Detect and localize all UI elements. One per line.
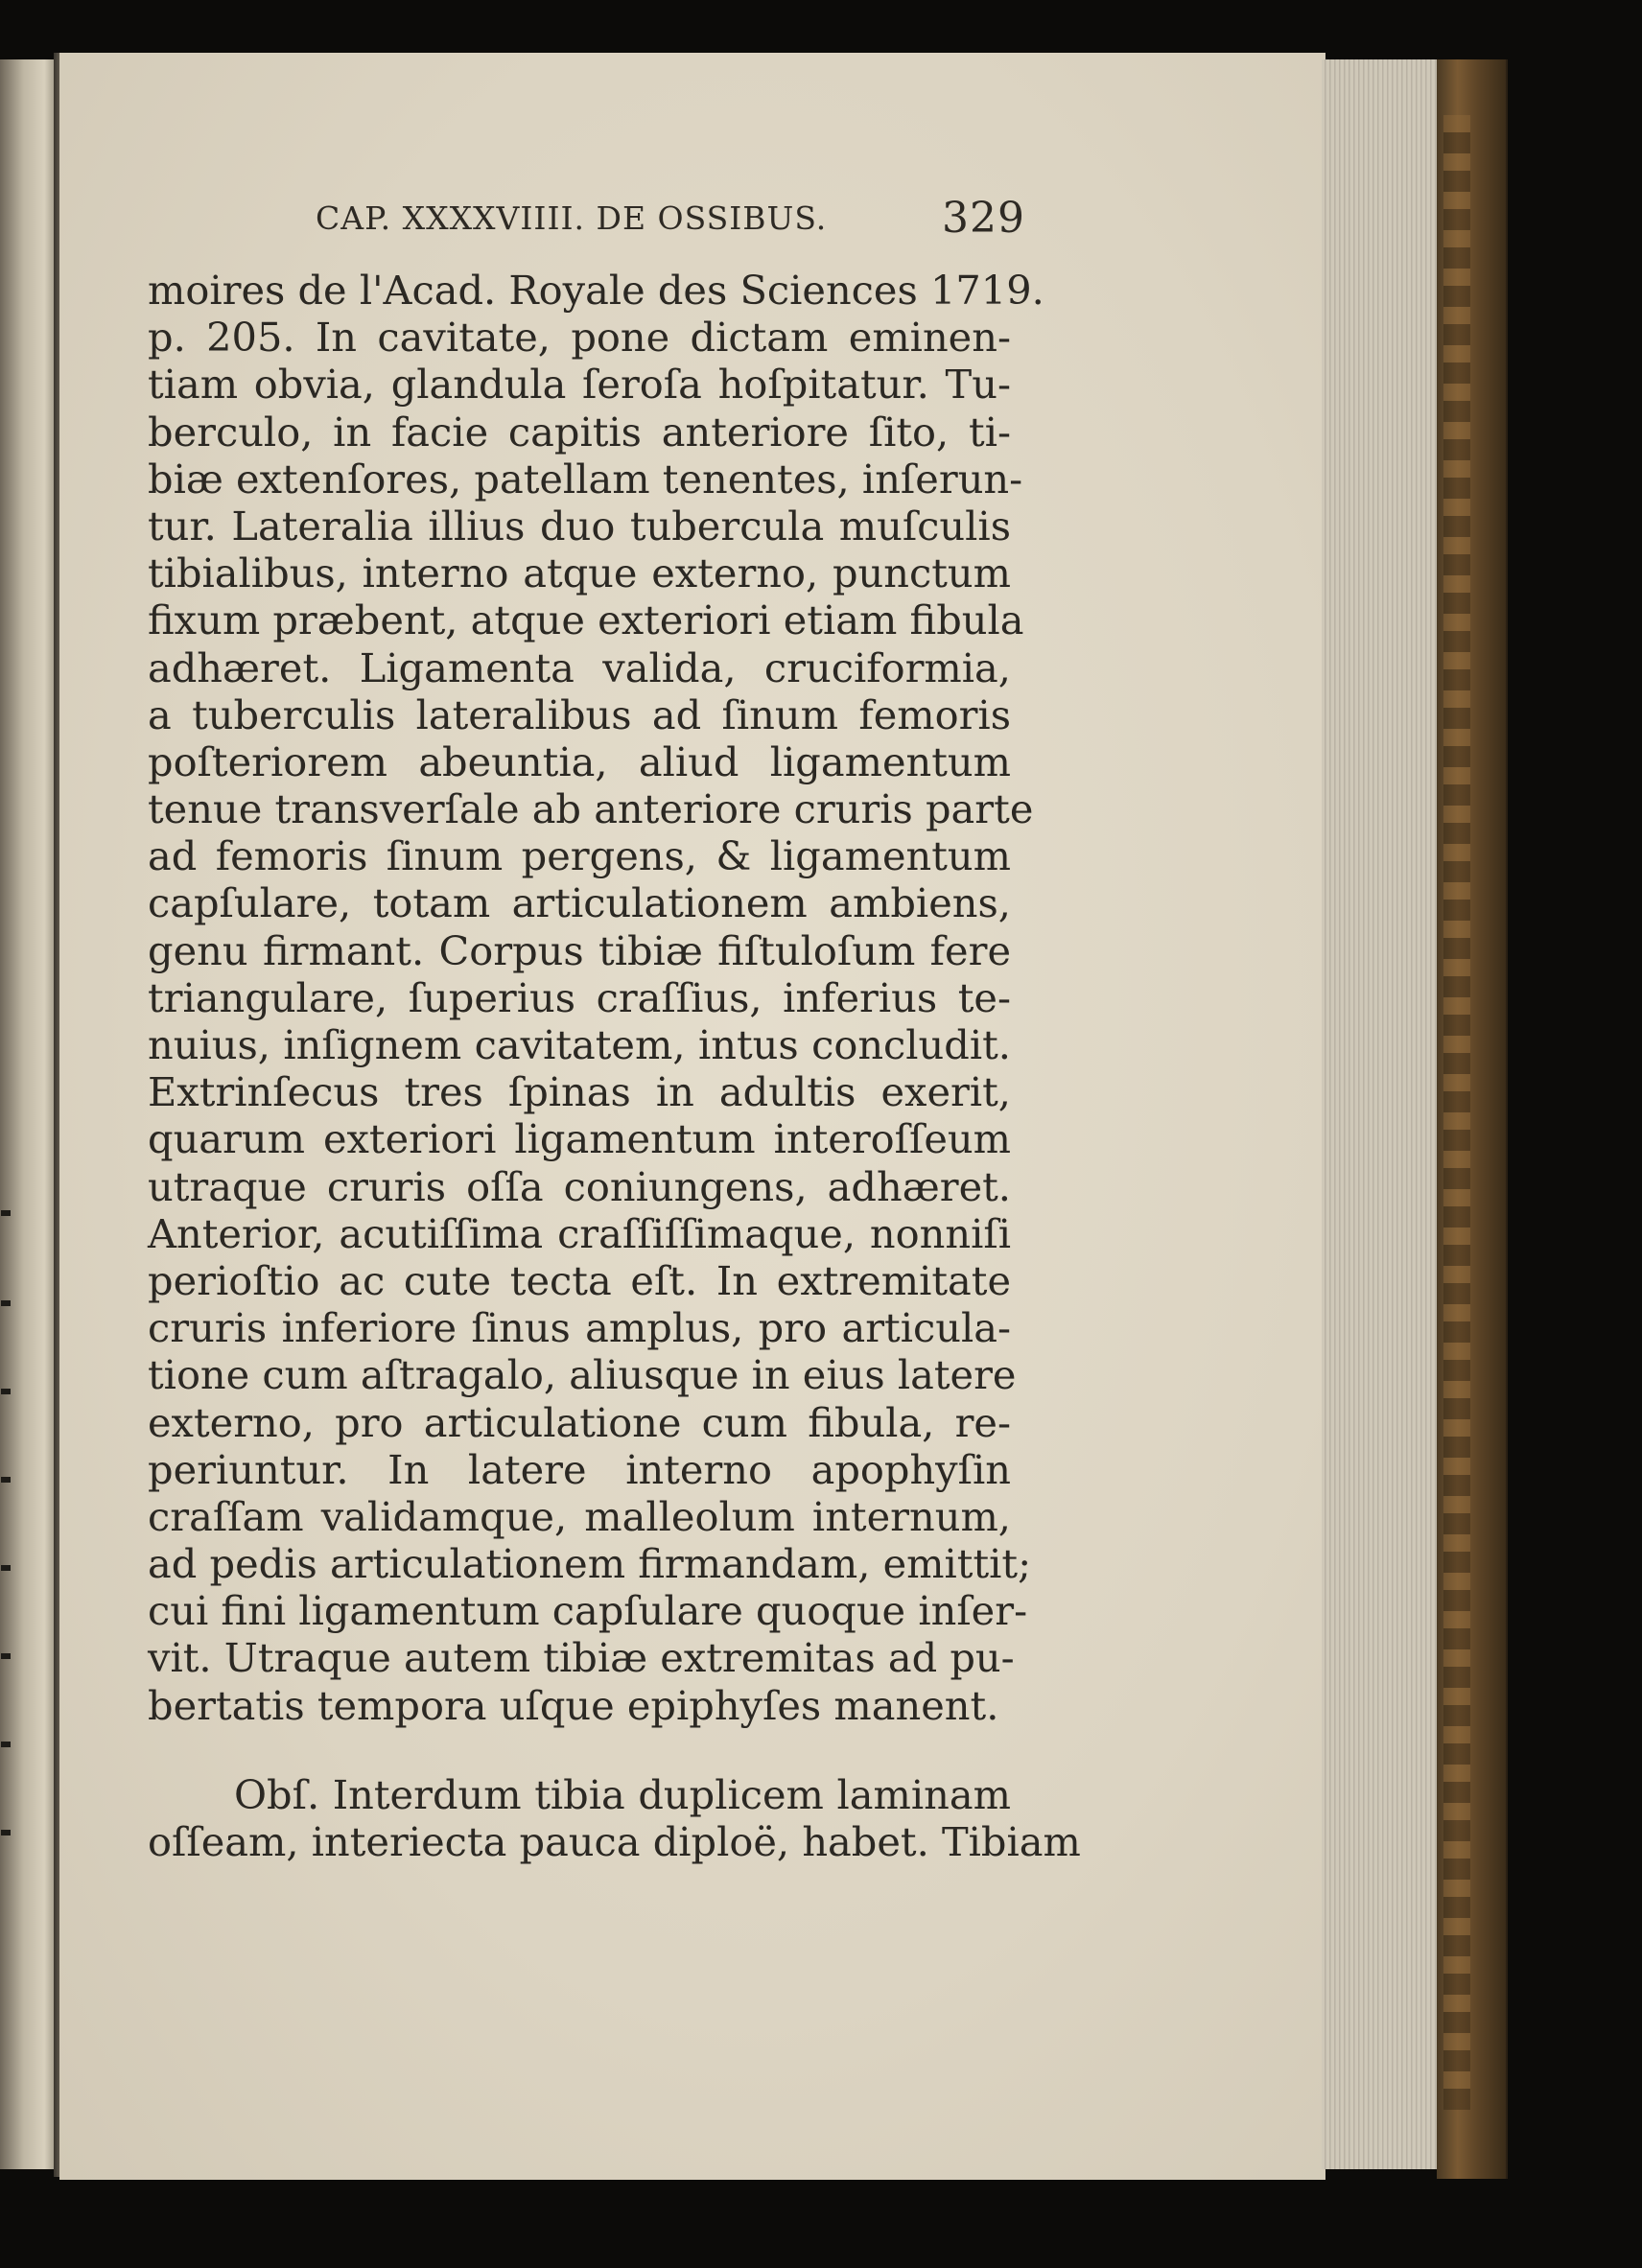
page-number: 329 <box>942 194 1025 243</box>
page-edges <box>1322 59 1437 2169</box>
text-line: Anterior, acutiſſima craſſiſſimaque, nonniſi <box>148 1209 1011 1257</box>
text-line: vit. Utraque autem tibiæ extremitas ad pu- <box>148 1634 1015 1682</box>
text-line: Obſ. Interdum tibia duplicem laminam <box>234 1770 1011 1818</box>
left-page-mark <box>1 1477 11 1483</box>
text-line: a tuberculis lateralibus ad ſinum femoris <box>148 690 1011 738</box>
left-page-mark <box>1 1300 11 1306</box>
left-page-edge <box>0 59 59 2169</box>
text-line: oſſeam, interiecta pauca diploë, habet. Tibiam <box>148 1818 1081 1865</box>
left-page-mark <box>1 1389 11 1394</box>
text-line: poſteriorem abeuntia, aliud ligamentum <box>148 737 1011 785</box>
text-line: cui fini ligamentum capſulare quoque inſer- <box>148 1587 1028 1635</box>
text-line: genu firmant. Corpus tibiæ fiſtuloſum fere <box>148 926 1011 974</box>
text-line: Extrinſecus tres ſpinas in adultis exerit, <box>148 1068 1011 1116</box>
text-line: craſſam validamque, malleolum internum, <box>148 1492 1011 1540</box>
left-page-mark <box>1 1742 11 1747</box>
text-line: triangulare, ſuperius craſſius, inferius te- <box>148 973 1011 1021</box>
left-page-mark <box>1 1565 11 1571</box>
text-line: quarum exteriori ligamentum interoſſeum <box>148 1115 1011 1163</box>
text-line: ad pedis articulationem firmandam, emittit; <box>148 1540 1032 1588</box>
left-page-mark <box>1 1210 11 1216</box>
text-line: tione cum aſtragalo, aliusque in eius latere <box>148 1351 1017 1399</box>
text-line: ad femoris ſinum pergens, & ligamentum <box>148 832 1011 880</box>
text-line: p. 205. In cavitate, pone dictam eminen- <box>148 314 1011 362</box>
text-line: tibialibus, interno atque externo, punctum <box>148 549 1011 597</box>
observation-paragraph <box>148 1770 1081 1865</box>
running-head <box>316 194 1025 247</box>
text-line: periuntur. In latere interno apophyſin <box>148 1445 1011 1493</box>
text-line: tiam obvia, glandula ſeroſa hoſpitatur. Tu- <box>148 361 1011 409</box>
text-line: capſulare, totam articulationem ambiens, <box>148 879 1011 927</box>
text-line: cruris inferiore ſinus amplus, pro articula- <box>148 1304 1011 1352</box>
text-line: bertatis tempora uſque epiphyſes manent. <box>148 1681 999 1729</box>
text-line: moires de l'Acad. Royale des Sciences 1719. <box>148 267 1044 314</box>
text-line: perioſtio ac cute tecta eſt. In extremitate <box>148 1256 1011 1304</box>
text-line: berculo, in facie capitis anteriore ſito, ti- <box>148 408 1011 456</box>
text-line: tur. Lateralia illius duo tubercula muſculis <box>148 502 1011 549</box>
chapter-title: CAP. XXXXVIIII. DE OSSIBUS. <box>316 199 828 237</box>
main-paragraph <box>148 267 1044 1729</box>
page-body <box>148 267 1081 1865</box>
text-line: tenue transverſale ab anteriore cruris parte <box>148 785 1034 833</box>
text-line: utraque cruris oſſa coniungens, adhæret. <box>148 1162 1011 1210</box>
left-page-mark <box>1 1653 11 1659</box>
text-line: biæ extenſores, patellam tenentes, inſerun- <box>148 455 1023 503</box>
text-line: externo, pro articulatione cum fibula, re- <box>148 1398 1011 1446</box>
text-line: adhæret. Ligamenta valida, cruciformia, <box>148 643 1011 691</box>
text-line: fixum præbent, atque exteriori etiam fibula <box>148 596 1024 644</box>
cover-texture <box>1443 115 1470 2110</box>
text-line: nuius, inſignem cavitatem, intus concludit. <box>148 1021 1011 1068</box>
left-page-mark <box>1 1830 11 1835</box>
